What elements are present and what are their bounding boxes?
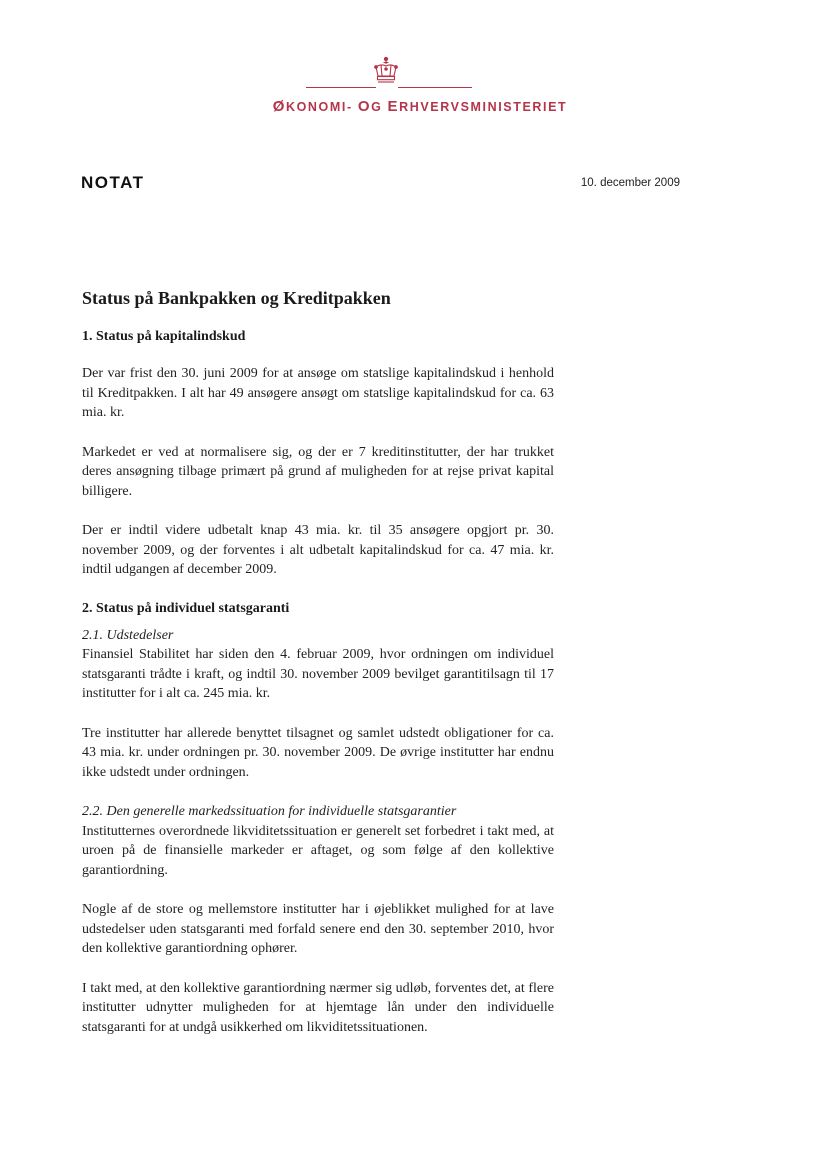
letterhead-rule-left: [306, 87, 376, 88]
subsection-2-2-paragraph-3: I takt med, at den kollektive garantiordning nærmer sig udløb, forventes det, at flere institutter udnytter muligheden for at hjemtage lån under den individuelle statsgaranti for at undgå usikkerhed om likviditetssituationen.: [82, 980, 554, 1035]
section-1-paragraph-2: Markedet er ved at normalisere sig, og der er 7 kreditinstitutter, der har trukket deres ansøgning tilbage primært på grund af muligheden for at rejse privat kapital billigere.: [82, 444, 554, 499]
subsection-2-1-paragraph-1: Finansiel Stabilitet har siden den 4. februar 2009, hvor ordningen om individuel statsgaranti trådte i kraft, og indtil 30. november 2009 bevilget garantitilsagn til 17 institutter for i alt ca. 245 mia. kr.: [82, 647, 554, 701]
ministry-name: ØKONOMI- OG ERHVERVSMINISTERIET: [272, 98, 568, 115]
section-1-heading: 1. Status på kapitalindskud: [82, 329, 246, 344]
letterhead-rule-right: [398, 87, 472, 88]
subsection-2-1-paragraph-2: Tre institutter har allerede benyttet tilsagnet og samlet udstedt obligationer for ca. 43 mia. kr. under ordningen pr. 30. november 2009. De øvrige institutter har endnu ikke udstedt under ordningen.: [82, 725, 554, 780]
subsection-2-2-paragraph-1: Institutternes overordnede likviditetssituation er generelt set forbedret i takt med, at uroen på de finansielle markeder er aftaget, og som følge af den kollektive garantiordning.: [82, 823, 554, 878]
section-2-heading: 2. Status på individuel statsgaranti: [82, 600, 290, 616]
letterhead: [0, 56, 828, 126]
royal-crown-icon: [372, 56, 400, 86]
document-body: [82, 286, 554, 1057]
subsection-2-2-heading: 2.2. Den generelle markedssituation for individuelle statsgarantier: [82, 804, 457, 819]
document-title: Status på Bankpakken og Kreditpakken: [82, 288, 391, 308]
section-1-paragraph-3: Der er indtil videre udbetalt knap 43 mia. kr. til 35 ansøgere opgjort pr. 30. november 2009, og der forventes i alt udbetalt kapitalindskud for ca. 47 mia. kr. indtil udgangen af december 2009.: [82, 523, 554, 577]
subsection-2-1-heading: 2.1. Udstedelser: [82, 627, 174, 643]
section-1-paragraph-1: Der var frist den 30. juni 2009 for at ansøge om statslige kapitalindskud i henhold til Kreditpakken. I alt har 49 ansøgere ansøgt om statslige kapitalindskud for ca. 63 mia. kr.: [82, 366, 554, 420]
subsection-2-2-paragraph-2: Nogle af de store og mellemstore institutter har i øjeblikket mulighed for at lave udstedelser uden statsgaranti med forfald senere end den 30. september 2010, hvor den kollektive garantiordning ophører.: [82, 902, 554, 956]
doc-date: 10. december 2009: [580, 177, 680, 189]
doc-type-label: NOTAT: [81, 173, 145, 192]
